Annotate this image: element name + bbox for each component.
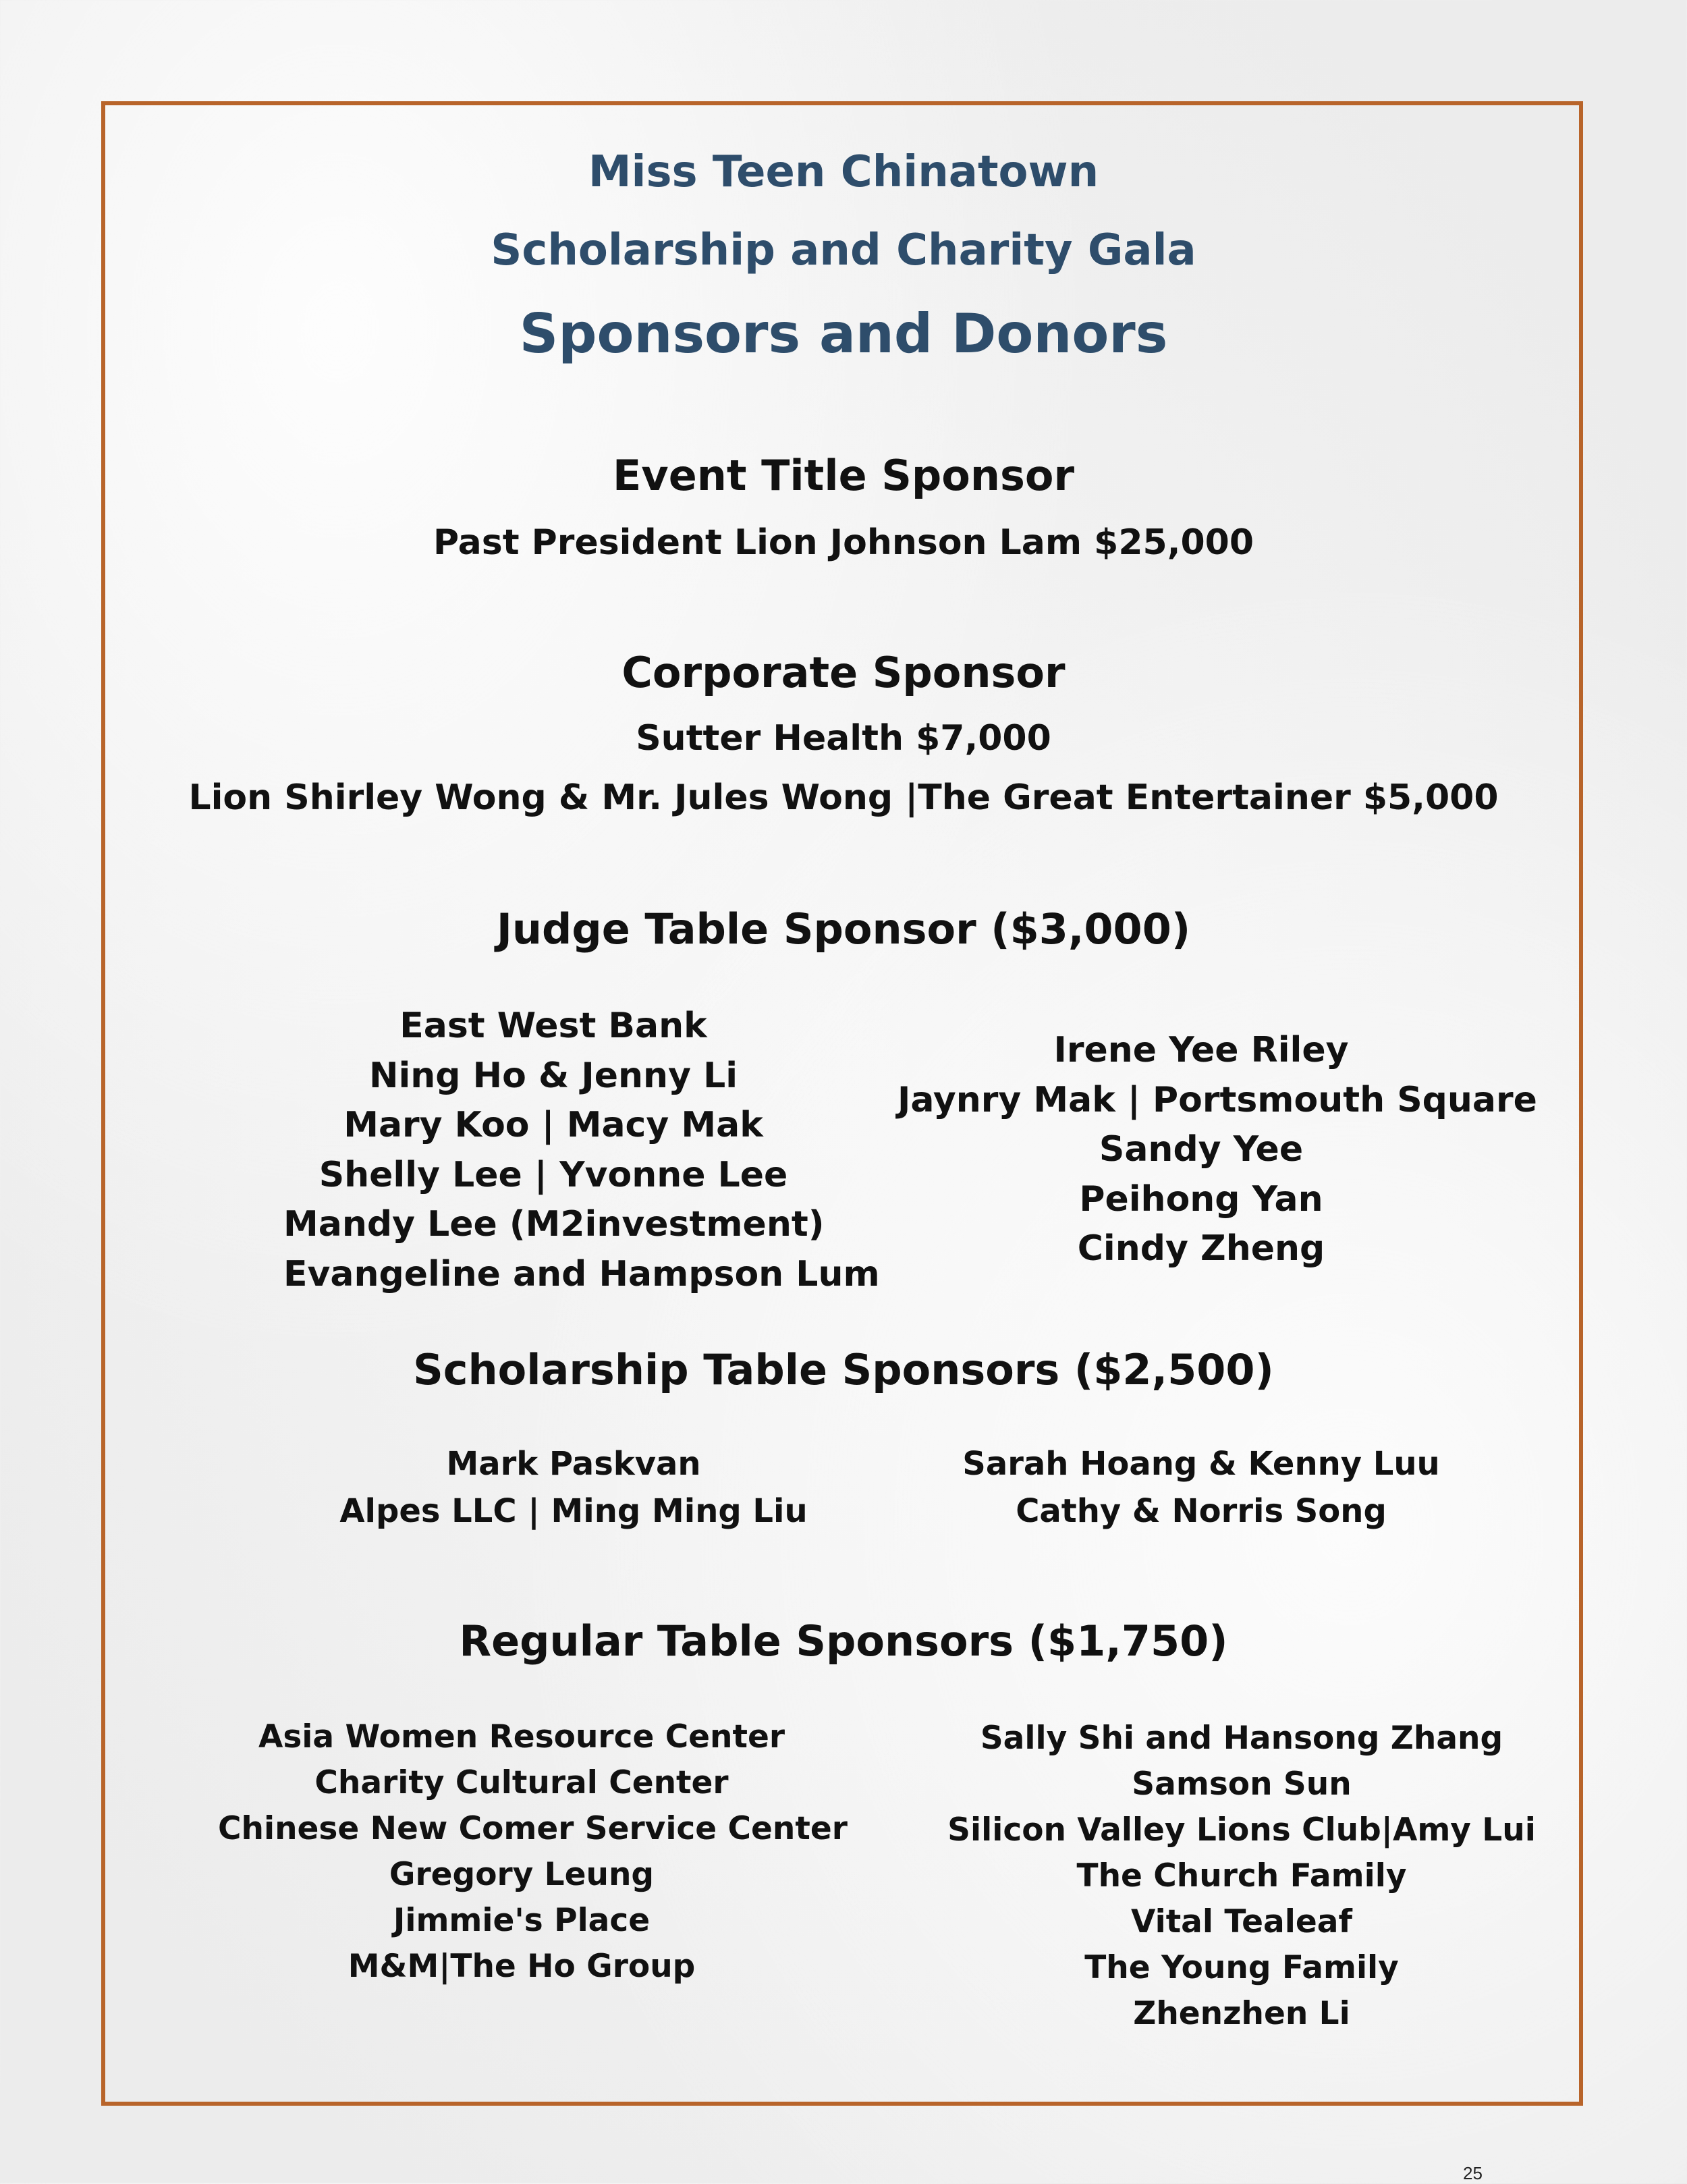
list-item: Zhenzhen Li bbox=[1133, 1995, 1350, 2032]
list-item: Gregory Leung bbox=[389, 1856, 655, 1893]
list-item: East West Bank bbox=[399, 1006, 707, 1046]
event-title-entry: Past President Lion Johnson Lam $25,000 bbox=[433, 522, 1254, 563]
list-item: Alpes LLC | Ming Ming Liu bbox=[339, 1492, 808, 1530]
title-line-1: Miss Teen Chinatown bbox=[588, 147, 1099, 197]
regular-heading: Regular Table Sponsors ($1,750) bbox=[459, 1616, 1228, 1666]
list-item: Ning Ho & Jenny Li bbox=[368, 1055, 738, 1096]
corporate-heading: Corporate Sponsor bbox=[621, 648, 1066, 697]
event-title-heading: Event Title Sponsor bbox=[612, 451, 1075, 500]
list-item: Sarah Hoang & Kenny Luu bbox=[962, 1445, 1440, 1483]
scholarship-heading: Scholarship Table Sponsors ($2,500) bbox=[413, 1345, 1274, 1394]
list-item: Cindy Zheng bbox=[1077, 1228, 1325, 1269]
list-item: Sandy Yee bbox=[1099, 1129, 1304, 1170]
list-item: Jimmie's Place bbox=[393, 1902, 651, 1939]
regular-right-list bbox=[938, 1716, 1545, 2037]
list-item: Mary Koo | Macy Mak bbox=[343, 1105, 763, 1145]
list-item: Cathy & Norris Song bbox=[1016, 1492, 1387, 1530]
page-title: Sponsors and Donors bbox=[519, 302, 1168, 365]
list-item: Peihong Yan bbox=[1079, 1178, 1323, 1220]
list-item: Samson Sun bbox=[1132, 1766, 1352, 1803]
judge-right-list bbox=[897, 1026, 1537, 1274]
list-item: The Young Family bbox=[1084, 1949, 1399, 1986]
judge-heading: Judge Table Sponsor ($3,000) bbox=[496, 904, 1191, 954]
list-item: Irene Yee Riley bbox=[1053, 1030, 1349, 1070]
corporate-entry: Sutter Health $7,000 bbox=[636, 718, 1051, 759]
scholarship-left-list bbox=[304, 1440, 844, 1535]
list-item: Jaynry Mak | Portsmouth Square bbox=[897, 1079, 1537, 1120]
list-item: Mandy Lee (M2investment) bbox=[283, 1204, 825, 1245]
list-item: Mark Paskvan bbox=[446, 1445, 701, 1483]
list-item: The Church Family bbox=[1076, 1857, 1407, 1894]
list-item: Evangeline and Hampson Lum bbox=[283, 1253, 880, 1294]
title-line-2: Scholarship and Charity Gala bbox=[491, 225, 1196, 275]
list-item: Sally Shi and Hansong Zhang bbox=[980, 1720, 1503, 1757]
list-item: M&M|The Ho Group bbox=[348, 1948, 696, 1985]
list-item: Chinese New Comer Service Center bbox=[218, 1810, 848, 1847]
list-item: Charity Cultural Center bbox=[314, 1764, 729, 1801]
page-number: 25 bbox=[1463, 2163, 1483, 2183]
list-item: Silicon Valley Lions Club|Amy Lui bbox=[947, 1811, 1536, 1849]
list-item: Asia Women Resource Center bbox=[258, 1718, 785, 1755]
corporate-entry: Lion Shirley Wong & Mr. Jules Wong |The Great Entertainer $5,000 bbox=[188, 777, 1499, 818]
list-item: Shelly Lee | Yvonne Lee bbox=[319, 1154, 788, 1195]
judge-left-list bbox=[283, 1002, 880, 1299]
regular-left-list bbox=[218, 1714, 848, 1990]
list-item: Vital Tealeaf bbox=[1131, 1903, 1352, 1940]
scholarship-right-list bbox=[931, 1440, 1471, 1535]
